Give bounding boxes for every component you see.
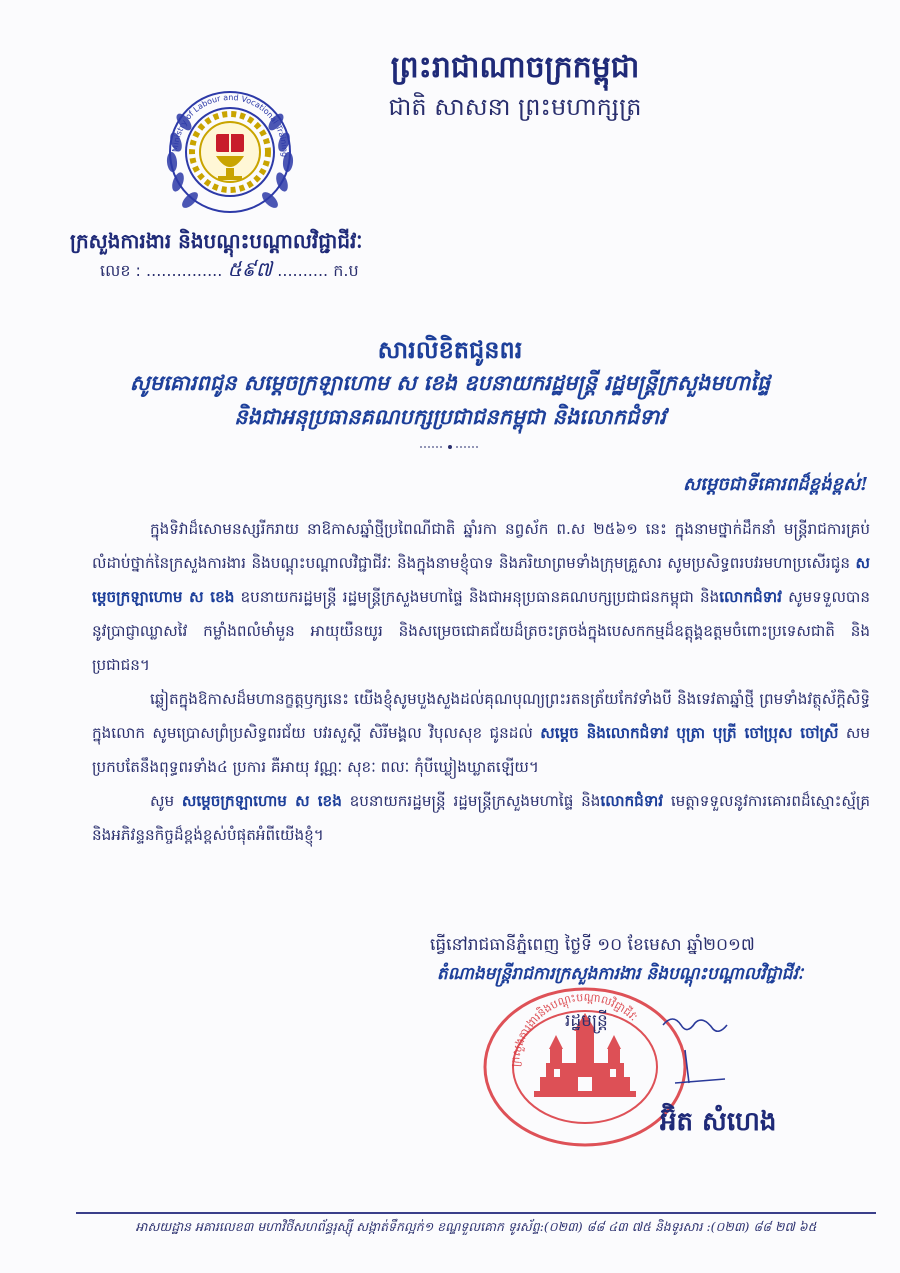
ref-label: លេខ :	[100, 261, 141, 280]
handwritten-signature-icon	[655, 1005, 745, 1100]
highlight-name: លោកជំទាវ	[600, 792, 664, 810]
paragraph-2	[92, 682, 870, 784]
highlight-name: សម្តេច និងលោកជំទាវ បុត្រា បុត្រី ចៅប្រុស ចៅស្រី	[540, 724, 839, 742]
footer-address: អាសយដ្ឋាន អគារលេខ៣ មហាវិថីសហព័ន្ធរុស្ស៊ី សង្កាត់ទឹកល្អក់១ ខណ្ឌទួលគោក ទូរស័ព្ទ:(០២៣) ៨៨ ៤៣ ៧៥ និងទូរសារ :(០២៣) ៨៨ ២៧ ៦៥	[135, 1219, 817, 1234]
text-span: សូមទទួលបាននូវប្រាជ្ញាឈ្លាសវៃ កម្លាំងពលំមាំមួន អាយុយឺនយូរ និងសម្រេចជោគជ័យដ៏ត្រចះត្រចង់ក្នុងបេសកកម្មដ៏ឧត្តុង្គឧត្តមចំពោះប្រទេសជាតិ និងប្រជាជន។	[92, 588, 871, 674]
kingdom-heading: ព្រះរាជាណាចក្រកម្ពុជា	[390, 50, 640, 85]
highlight-name: សម្តេចក្រឡាហោម ស ខេង	[92, 554, 871, 606]
text-span: មេត្តាទទួលនូវការគោរពដ៏ស្មោះស្ម័គ្រ និងអភិវន្ទនកិច្ចដ៏ខ្ពង់ខ្ពស់បំផុតអំពីយើងខ្ញុំ។	[92, 792, 871, 844]
footer-divider	[76, 1212, 876, 1214]
highlight-name: លោកជំទាវ	[719, 588, 782, 606]
ref-dots: ...............	[146, 261, 223, 280]
national-motto: ជាតិ សាសនា ព្រះមហាក្សត្រ	[388, 93, 642, 121]
ref-dots: ..........	[277, 261, 329, 280]
text-span: ក្នុងទិវាដ៏សោមនស្សរីករាយ នាឱកាសឆ្នាំថ្មីប្រពៃណីជាតិ ឆ្នាំរកា នព្វស័ក ព.ស ២៥៦១ នេះ ក្នុងនាមថ្នាក់ដឹកនាំ មន្ត្រីរាជការគ្រប់លំដាប់ថ្នាក់នៃក្រសួងការងារ និងបណ្តុះបណ្តាលវិជ្ជាជីវៈ និងក្នុងនាមខ្ញុំបាទ និងភរិយាព្រមទាំងក្រុមគ្រួសារ សូមប្រសិទ្ធពរបវរមហាប្រសើរជូន	[92, 520, 870, 572]
text-span: ឧបនាយករដ្ឋមន្ត្រី រដ្ឋមន្ត្រីក្រសួងមហាផ្ទៃ និង	[349, 792, 601, 810]
paragraph-3	[92, 784, 870, 852]
text-span: សមប្រកបតែនឹងពុទ្ធពរទាំង៤ ប្រការ គឺអាយុ វណ្ណៈ សុខៈ ពលៈ កុំបីឃ្លៀងឃ្លាតឡើយ។	[92, 724, 870, 776]
ornament-divider-icon	[420, 442, 480, 452]
ministry-logo-icon	[160, 82, 300, 222]
signing-organization: តំណាងមន្ត្រីរាជការក្រសួងការងារ និងបណ្តុះបណ្តាលវិជ្ជាជីវៈ	[436, 964, 804, 984]
text-span: ឧបនាយករដ្ឋមន្ត្រី រដ្ឋមន្ត្រីក្រសួងមហាផ្ទៃ និងជាអនុប្រធានគណបក្សប្រជាជនកម្ពុជា និង	[240, 588, 720, 606]
svg-text:ក្រសួងការងារនិងបណ្តុះបណ្តាលវិជ: ក្រសួងការងារនិងបណ្តុះបណ្តាលវិជ្ជាជីវៈ	[508, 990, 640, 1068]
salutation: សម្តេចជាទីគោរពដ៏ខ្ពង់ខ្ពស់!	[682, 474, 868, 495]
letter-title: សារលិខិតជូនពរ	[377, 335, 523, 364]
recipient-line-1: សូមគោរពជូន សម្តេចក្រឡាហោម ស ខេង ឧបនាយករដ្ឋមន្ត្រី រដ្ឋមន្ត្រីក្រសួងមហាផ្ទៃ	[129, 370, 771, 395]
ref-number: ៥៩៧	[227, 257, 273, 281]
svg-text:Ministry of Labour and Vocatio: Ministry of Labour and Vocational Training	[170, 92, 290, 158]
paragraph-1	[92, 512, 870, 682]
signer-position: រដ្ឋមន្ត្រី	[565, 1011, 608, 1031]
reference-number-line	[100, 256, 390, 286]
ministry-name: ក្រសួងការងារ និងបណ្តុះបណ្តាលវិជ្ជាជីវៈ	[70, 229, 363, 253]
text-span: ឆ្លៀតក្នុងឱកាសដ៏មហានក្ខត្តឫក្សនេះ យើងខ្ញុំសូមបួងសួងដល់គុណបុណ្យព្រះរតនត្រ័យកែវទាំងបី និងទេវតាឆ្នាំថ្មី ព្រមទាំងវត្ថុស័ក្តិសិទ្ធិក្នុងលោក សូមប្រោសព្រំប្រសិទ្ធពរជ័យ បវរសួស្តី សិរីមង្គល វិបុលសុខ ជូនដល់	[92, 690, 870, 742]
text-span: សូម	[150, 792, 175, 810]
letter-body	[92, 512, 870, 852]
signer-name: អ៊ិត សំហេង	[660, 1107, 777, 1137]
recipient-line-2: និងជាអនុប្រធានគណបក្សប្រជាជនកម្ពុជា និងលោកជំទាវ	[234, 404, 666, 429]
highlight-name: សម្តេចក្រឡាហោម ស ខេង	[181, 792, 342, 810]
date-line: ធ្វើនៅរាជធានីភ្នំពេញ ថ្ងៃទី ១០ ខែមេសា ឆ្នាំ២០១៧	[430, 935, 755, 955]
ref-suffix: ក.ប	[333, 261, 359, 280]
